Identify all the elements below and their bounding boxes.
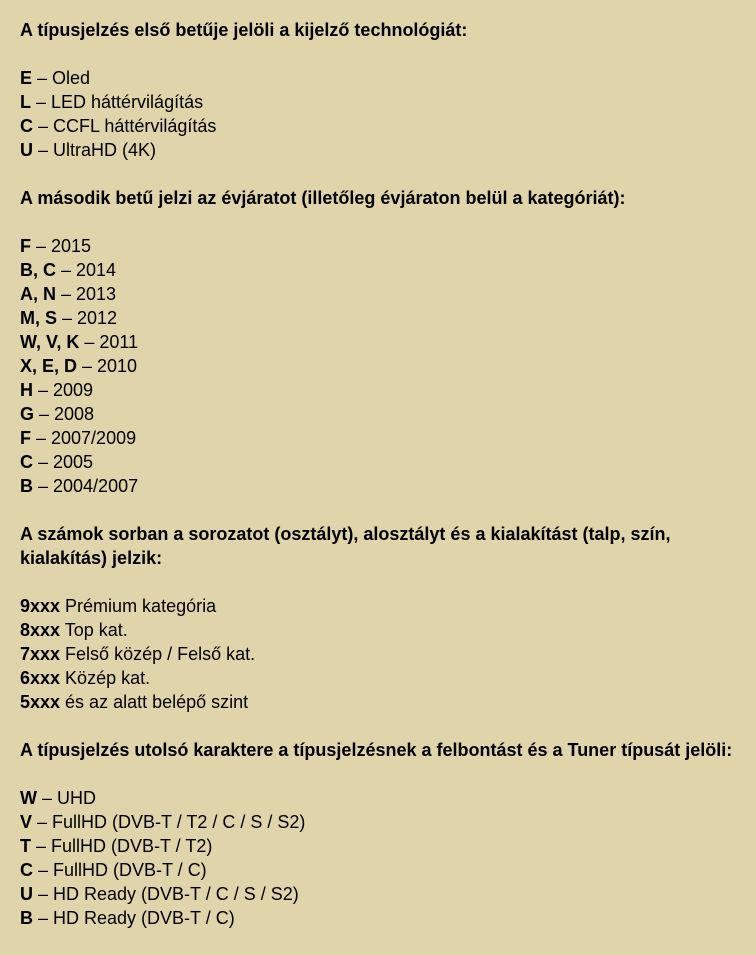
list-item [20,858,750,882]
item-code: 8xxx [20,620,61,640]
item-code: W [20,788,37,808]
item-code: C [20,452,33,472]
list-item [20,906,750,930]
item-code: 5xxx [20,692,61,712]
item-description: – 2011 [79,332,139,352]
list-item [20,450,750,474]
section-heading: A típusjelzés utolsó karaktere a típusjelzésnek a felbontást és a Tuner típusát jelöli: [20,740,733,760]
item-description: – HD Ready (DVB-T / C / S / S2) [33,884,299,904]
section-heading: A második betű jelzi az évjáratot (illetőleg évjáraton belül a kategóriát): [20,188,626,208]
item-code: T [20,836,31,856]
item-code: C [20,860,33,880]
item-code: E [20,68,33,88]
item-code: F [20,428,31,448]
item-code: H [20,380,33,400]
item-description: – Oled [32,68,91,88]
item-code: B, C [20,260,56,280]
item-code: B [20,476,33,496]
item-code: U [20,884,33,904]
list-item [20,354,750,378]
list-item [20,66,750,90]
item-code: W, V, K [20,332,80,352]
list-item [20,138,750,162]
item-description: Top kat. [60,620,128,640]
item-description: – 2013 [56,284,117,304]
item-description: – FullHD (DVB-T / T2) [31,836,213,856]
item-description: – 2008 [34,404,95,424]
item-code: C [20,116,33,136]
item-description: és az alatt belépő szint [60,692,249,712]
list-item [20,618,750,642]
section [20,186,750,498]
item-description: – FullHD (DVB-T / T2 / C / S / S2) [32,812,306,832]
list-item [20,306,750,330]
list-item [20,426,750,450]
item-description: – 2015 [31,236,92,256]
item-description: – FullHD (DVB-T / C) [33,860,207,880]
item-code: V [20,812,33,832]
list-item [20,882,750,906]
list-item [20,282,750,306]
item-description: – 2012 [57,308,118,328]
item-description: – 2009 [33,380,94,400]
item-description: – 2014 [56,260,117,280]
item-description: – LED háttérvilágítás [31,92,204,112]
list-item [20,330,750,354]
item-description: – 2010 [77,356,138,376]
item-code: L [20,92,31,112]
item-code: G [20,404,35,424]
list-item [20,258,750,282]
list-item [20,786,750,810]
item-code: 9xxx [20,596,61,616]
list-item [20,234,750,258]
list-item [20,594,750,618]
section-heading: A típusjelzés első betűje jelöli a kijelző technológiát: [20,20,468,40]
list-item [20,834,750,858]
list-item [20,690,750,714]
section [20,18,750,162]
item-description: Közép kat. [60,668,151,688]
item-description: – 2007/2009 [31,428,137,448]
section-heading: A számok sorban a sorozatot (osztályt), alosztályt és a kialakítást (talp, szín, kialakítás) jelzik: [20,524,671,568]
item-code: X, E, D [20,356,78,376]
item-description: – UltraHD (4K) [33,140,157,160]
item-description: – 2004/2007 [33,476,139,496]
list-item [20,114,750,138]
item-code: M, S [20,308,58,328]
section [20,738,750,930]
item-code: U [20,140,33,160]
item-description: Prémium kategória [60,596,217,616]
item-code: F [20,236,31,256]
item-code: A, N [20,284,56,304]
list-item [20,474,750,498]
item-description: – 2005 [33,452,94,472]
list-item [20,90,750,114]
item-code: 7xxx [20,644,61,664]
item-description: – UHD [37,788,97,808]
list-item [20,642,750,666]
item-description: – CCFL háttérvilágítás [33,116,217,136]
section [20,522,750,714]
item-code: B [20,908,33,928]
item-description: Felső közép / Felső kat. [60,644,256,664]
list-item [20,402,750,426]
list-item [20,666,750,690]
list-item [20,810,750,834]
item-description: – HD Ready (DVB-T / C) [33,908,235,928]
list-item [20,378,750,402]
item-code: 6xxx [20,668,61,688]
